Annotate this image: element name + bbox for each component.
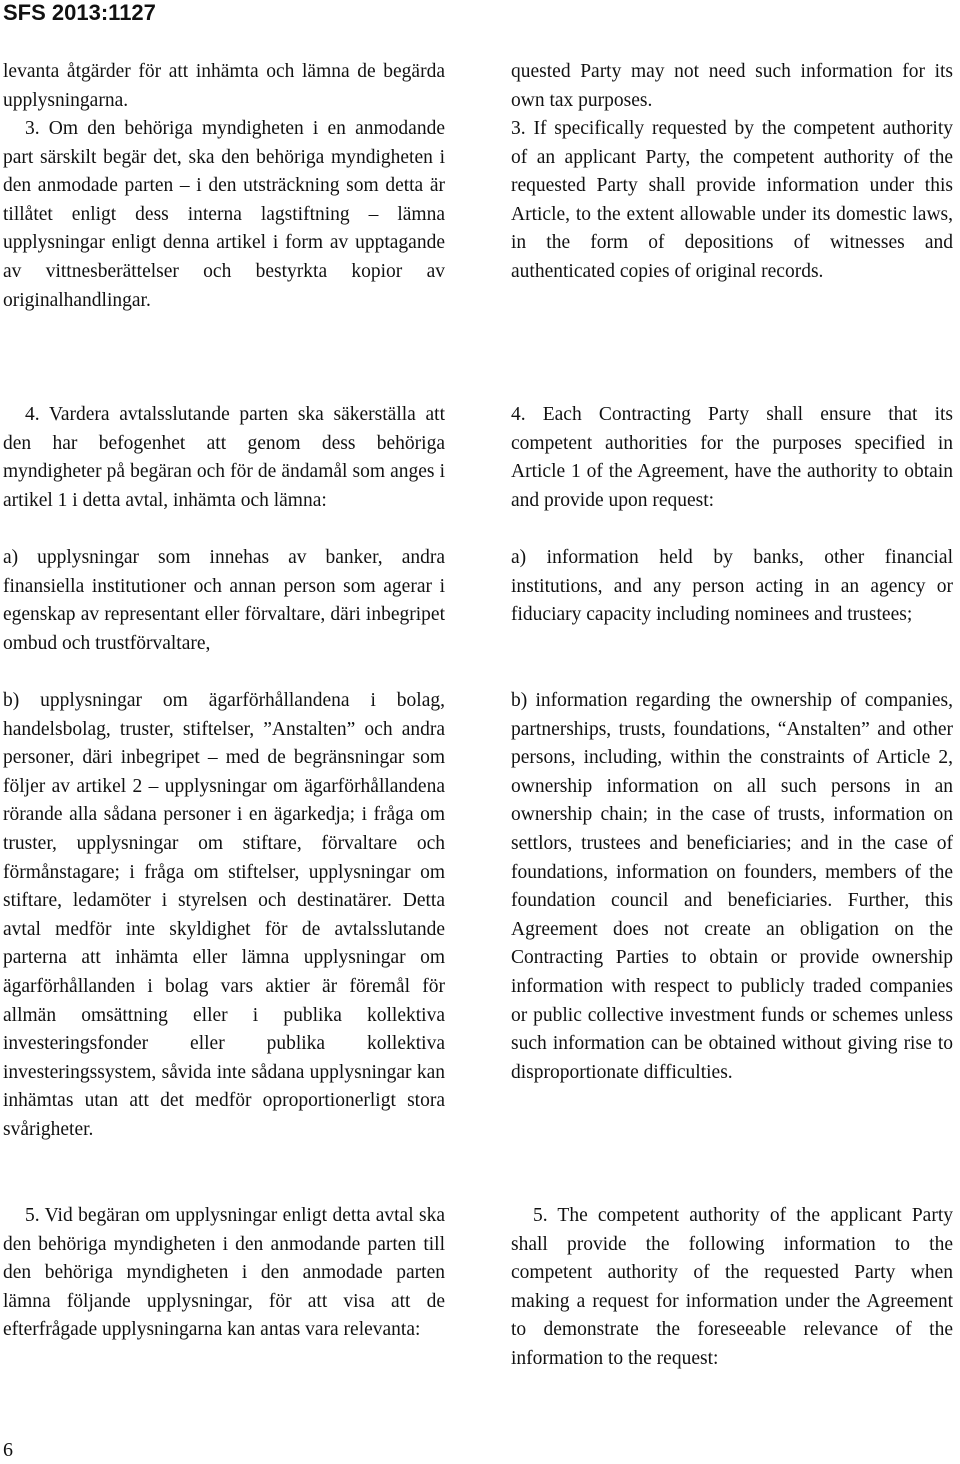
paragraph-4b: b) information regarding the ownership of companies, partnerships, trusts, foundations, “Anstalten” and other persons, including, within the constraints of Article 2, ownership information on all such persons in an ownership chain; in the case of trusts, information on settlors, trustees and beneficiaries; and in the case of foundations, information on founders, members of the foundation council and beneficiaries. Further, this Agreement does not create an obligation on the Contracting Parties to obtain or provide ownership information with respect to publicly traded companies or public collective investment funds or schemes unless such information can be obtained without giving rise to disproportionate difficulties. <box>511 690 953 1083</box>
paragraph-4: 4. Vardera avtalsslutande parten ska säkerställa att den har befogenhet att genom dess behöriga myndigheter på begäran och för de ändamål som anges i artikel 1 i detta avtal, inhämta och lämna: <box>3 404 445 511</box>
paragraph-4: 4. Each Contracting Party shall ensure that its competent authorities for the purposes specified in Article 1 of the Agreement, have the authority to obtain and provide upon request: <box>511 404 953 511</box>
paragraph-4b: b) upplysningar om ägarförhållandena i bolag, handelsbolag, truster, stiftelser, ”Anstalten” och andra personer, däri inbegripet – med de begränsningar som följer av artikel 2 – upplysningar om ägarförhållandena rörande alla sådana personer i en ägarkedja; i fråga om truster, upplysningar om stiftare, förvaltare och förmånstagare; i fråga om stiftelser, upplysningar om stiftare, ledamöter i styrelsen och destinatärer. Detta avtal medför inte skyldighet för de avtalsslutande parterna att inhämta eller lämna upplysningar om ägarförhållanden i bolag vars aktier är föremål för allmän omsättning eller i publika kollektiva investeringsfonder eller publika kollektiva investeringssystem, såvida inte sådana upplysningar kan inhämtas utan att det medför oproportionerligt stora svårigheter. <box>3 690 445 1140</box>
swedish-text-column <box>3 58 445 1345</box>
paragraph-5: 5. Vid begäran om upplysningar enligt detta avtal ska den behöriga myndigheten i den anmodande parten till den behöriga myndigheten i den anmodade parten lämna följande upplysningar, för att visa att de efterfrågade upplysningarna kan antas vara relevanta: <box>3 1205 445 1341</box>
page-number: 6 <box>3 1439 13 1461</box>
paragraph-continuation: quested Party may not need such information for its own tax purposes. <box>511 61 953 111</box>
paragraph-continuation: levanta åtgärder för att inhämta och lämna de begärda upplysningarna. <box>3 61 445 111</box>
paragraph-5: 5. The competent authority of the applicant Party shall provide the following information to the competent authority of the requested Party when making a request for information under the Agreement to demonstrate the foreseeable relevance of the information to the request: <box>511 1205 953 1369</box>
paragraph-4a: a) information held by banks, other financial institutions, and any person acting in an agency or fiduciary capacity including nominees and trustees; <box>511 547 953 626</box>
paragraph-4a: a) upplysningar som innehas av banker, andra finansiella institutioner och annan person som agerar i egenskap av representant eller förvaltare, däri inbegripet ombud och trustförvaltare, <box>3 547 445 654</box>
paragraph-3: 3. If specifically requested by the competent authority of an applicant Party, the competent authority of the requested Party shall provide information under this Article, to the extent allowable under its domestic laws, in the form of depositions of witnesses and authenticated copies of original records. <box>511 118 953 282</box>
paragraph-3: 3. Om den behöriga myndigheten i en anmodande part särskilt begär det, ska den behöriga myndigheten i den anmodade parten – i den utsträckning som detta är tillåtet enligt dess interna lagstiftning – lämna upplysningar enligt denna artikel i form av upptagande av vittnesberättelser och bestyrkta kopior av originalhandlingar. <box>3 118 445 311</box>
document-header: SFS 2013:1127 <box>3 0 156 25</box>
english-text-column <box>511 58 953 1374</box>
